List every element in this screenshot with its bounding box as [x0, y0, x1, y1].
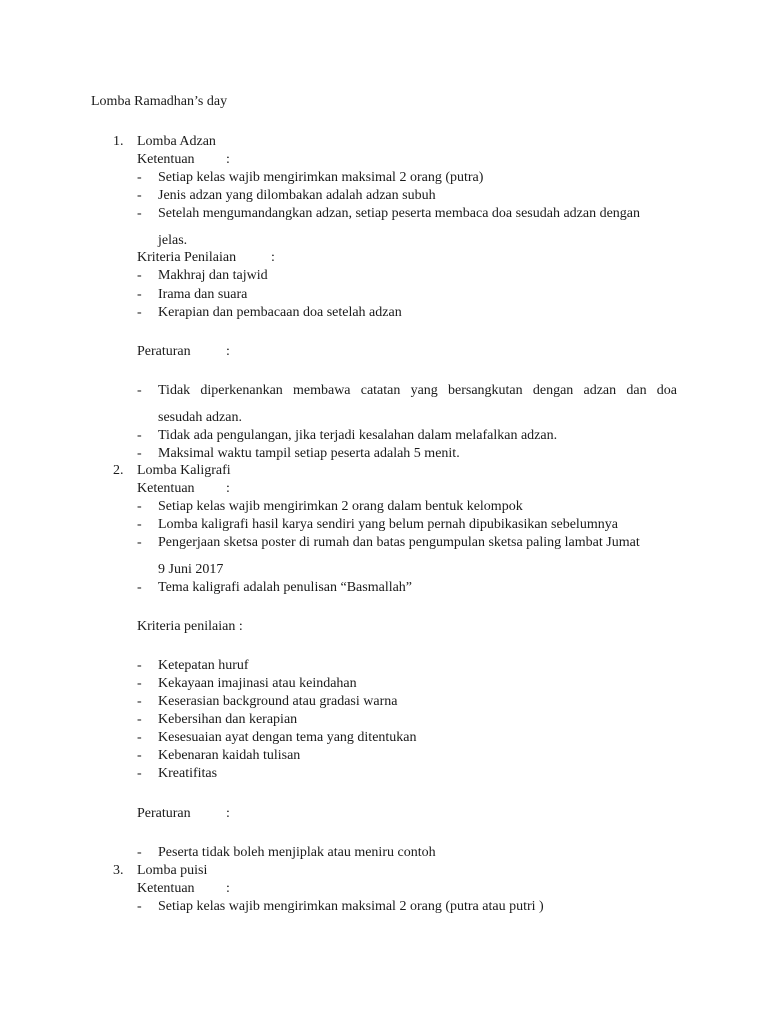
ketentuan-label: Ketentuan	[137, 481, 195, 496]
bullet-dash: -	[137, 899, 142, 914]
document-title: Lomba Ramadhan’s day	[91, 94, 228, 109]
list-item: Kreatifitas	[158, 766, 218, 781]
list-item: Tema kaligrafi adalah penulisan “Basmallah”	[158, 580, 413, 595]
bullet-dash: -	[137, 170, 142, 185]
bullet-dash: -	[137, 694, 142, 709]
ketentuan-label: Ketentuan	[137, 881, 195, 896]
bullet-dash: -	[137, 748, 142, 763]
list-item: Jenis adzan yang dilombakan adalah adzan subuh	[158, 188, 436, 203]
section-number: 1.	[113, 134, 124, 149]
list-item: Setiap kelas wajib mengirimkan maksimal 2 orang (putra atau putri )	[158, 899, 544, 914]
list-item: Kekayaan imajinasi atau keindahan	[158, 676, 357, 691]
bullet-dash: -	[137, 712, 142, 727]
list-item: Kebersihan dan kerapian	[158, 712, 298, 727]
section-title: Lomba Adzan	[137, 134, 216, 149]
bullet-dash: -	[137, 676, 142, 691]
list-item: Irama dan suara	[158, 287, 248, 302]
list-item: Pengerjaan sketsa poster di rumah dan batas pengumpulan sketsa paling lambat Jumat	[158, 535, 640, 550]
bullet-dash: -	[137, 766, 142, 781]
bullet-dash: -	[137, 287, 142, 302]
list-item: Setiap kelas wajib mengirimkan maksimal 2 orang (putra)	[158, 170, 484, 185]
bullet-dash: -	[137, 580, 142, 595]
list-item: Tidak diperkenankan membawa catatan yang bersangkutan dengan adzan dan doa	[158, 383, 677, 398]
ketentuan-label: Ketentuan	[137, 152, 195, 167]
bullet-dash: -	[137, 188, 142, 203]
kriteria-label: Kriteria Penilaian	[137, 250, 237, 265]
bullet-dash: -	[137, 730, 142, 745]
list-item: Keserasian background atau gradasi warna	[158, 694, 398, 709]
bullet-dash: -	[137, 383, 142, 398]
section-number: 3.	[113, 863, 124, 878]
bullet-dash: -	[137, 206, 142, 221]
ketentuan-colon: :	[226, 152, 230, 167]
bullet-dash: -	[137, 845, 142, 860]
list-item: Peserta tidak boleh menjiplak atau meniru contoh	[158, 845, 436, 860]
list-item-continuation: 9 Juni 2017	[158, 562, 224, 577]
ketentuan-colon: :	[226, 481, 230, 496]
peraturan-label: Peraturan	[137, 806, 191, 821]
list-item: Kebenaran kaidah tulisan	[158, 748, 301, 763]
bullet-dash: -	[137, 499, 142, 514]
list-item: Setelah mengumandangkan adzan, setiap peserta membaca doa sesudah adzan dengan	[158, 206, 641, 221]
bullet-dash: -	[137, 535, 142, 550]
bullet-dash: -	[137, 305, 142, 320]
peraturan-colon: :	[226, 344, 230, 359]
list-item: Ketepatan huruf	[158, 658, 249, 673]
bullet-dash: -	[137, 446, 142, 461]
list-item: Tidak ada pengulangan, jika terjadi kesalahan dalam melafalkan adzan.	[158, 428, 558, 443]
section-title: Lomba puisi	[137, 863, 208, 878]
ketentuan-colon: :	[226, 881, 230, 896]
list-item: Makhraj dan tajwid	[158, 268, 268, 283]
bullet-dash: -	[137, 517, 142, 532]
list-item: Setiap kelas wajib mengirimkan 2 orang dalam bentuk kelompok	[158, 499, 523, 514]
list-item: Kesesuaian ayat dengan tema yang ditentukan	[158, 730, 417, 745]
list-item-continuation: jelas.	[158, 233, 188, 248]
list-item-continuation: sesudah adzan.	[158, 410, 242, 425]
peraturan-label: Peraturan	[137, 344, 191, 359]
kriteria-colon: :	[271, 250, 275, 265]
list-item: Kerapian dan pembacaan doa setelah adzan	[158, 305, 402, 320]
peraturan-colon: :	[226, 806, 230, 821]
list-item: Maksimal waktu tampil setiap peserta adalah 5 menit.	[158, 446, 460, 461]
list-item: Lomba kaligrafi hasil karya sendiri yang belum pernah dipubikasikan sebelumnya	[158, 517, 618, 532]
section-number: 2.	[113, 463, 124, 478]
section-title: Lomba Kaligrafi	[137, 463, 231, 478]
kriteria-label: Kriteria penilaian :	[137, 619, 243, 634]
bullet-dash: -	[137, 658, 142, 673]
bullet-dash: -	[137, 428, 142, 443]
bullet-dash: -	[137, 268, 142, 283]
